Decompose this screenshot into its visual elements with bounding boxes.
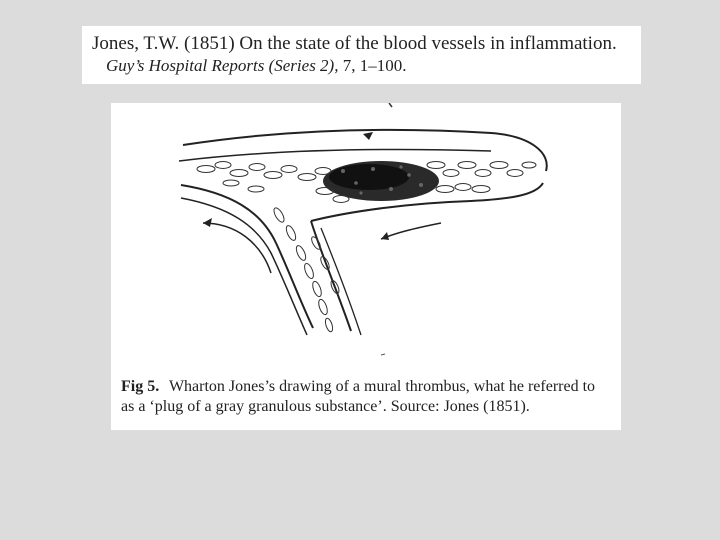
citation-volume: 7, bbox=[342, 56, 356, 75]
figure-panel bbox=[111, 103, 621, 430]
citation-journal: Guy’s Hospital Reports (Series 2), bbox=[106, 56, 339, 75]
figure-label: Fig 5. bbox=[121, 378, 160, 395]
citation-source bbox=[106, 55, 641, 77]
blood-vessel-drawing bbox=[111, 103, 621, 358]
citation-title: Jones, T.W. (1851) On the state of the blood vessels in inflammation. bbox=[92, 33, 617, 54]
citation-pages: 1–100. bbox=[359, 56, 407, 75]
figure-caption-text: Wharton Jones’s drawing of a mural thrombus, what he referred to as a ‘plug of a gray granulous substance’. Source: Jones (1851). bbox=[121, 378, 596, 415]
citation-box bbox=[82, 26, 641, 84]
figure-caption bbox=[121, 377, 611, 417]
